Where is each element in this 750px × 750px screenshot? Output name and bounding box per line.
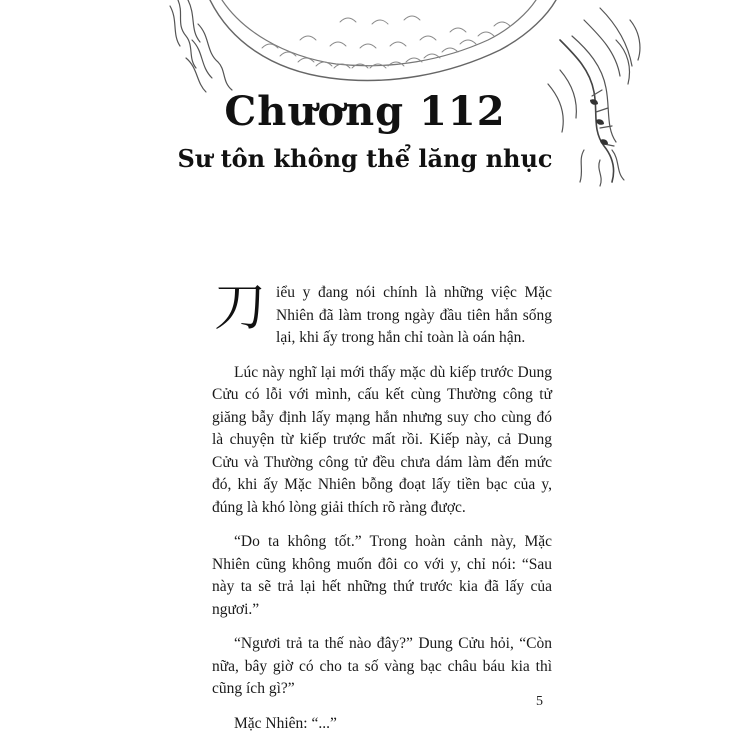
paragraph-2: Lúc này nghĩ lại mới thấy mặc dù kiếp trước Dung Cửu có lỗi với mình, cấu kết cùng Thường công tử giăng bẫy định lấy mạng hắn nhưng suy cho cùng đó là chuyện từ kiếp trước mất rồi. Kiếp này, cả Dung Cửu và Thường công tử đều chưa dám làm đến mức đó, khi ấy Mặc Nhiên bỗng đoạt lấy tiền bạc của y, đúng là khó lòng giải thích rõ ràng được. <box>212 363 552 516</box>
paragraph-3: “Do ta không tốt.” Trong hoàn cảnh này, Mặc Nhiên cũng không muốn đôi co với y, chỉ nói: “Sau này ta sẽ trả lại hết những thứ trước kia đã lấy của ngươi.” <box>212 533 552 618</box>
drop-cap-icon: 刀 <box>214 278 267 338</box>
paragraph-5: Mặc Nhiên: “...” <box>234 714 337 732</box>
paragraph-4: “Ngươi trả ta thế nào đây?” Dung Cửu hỏi, “Còn nữa, bây giờ có cho ta số vàng bạc châu báu kia thì cũng ích gì?” <box>212 635 552 697</box>
paragraph-1 <box>212 278 552 350</box>
page-number: 5 <box>536 694 543 709</box>
chapter-body <box>212 278 552 747</box>
chapter-title: Sư tôn không thể lăng nhục <box>177 144 553 173</box>
chapter-number: Chương 112 <box>224 88 506 135</box>
paragraph-1-text: iểu y đang nói chính là những việc Mặc Nhiên đã làm trong ngày đầu tiên hắn sống lại, khi ấy trong hắn chỉ toàn là oán hận. <box>276 284 552 346</box>
